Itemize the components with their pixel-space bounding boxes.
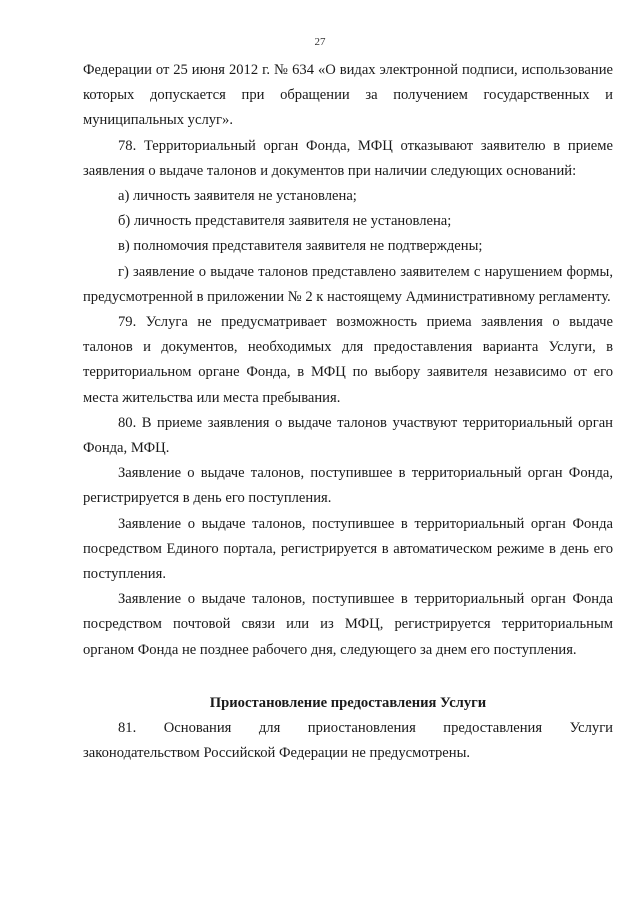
page-number: 27 [314, 36, 326, 48]
list-item-78b: б) личность представителя заявителя не установлена; [118, 213, 452, 230]
paragraph-81-line2: законодательством Российской Федерации не предусмотрены. [83, 745, 471, 762]
list-item-78d: г) заявление о выдаче талонов представлено заявителем с нарушением формы, предусмотренной в приложении № 2 к настоящему Административному регламенту. [83, 263, 613, 305]
document-body [83, 58, 613, 766]
paragraph-80-registration: Заявление о выдаче талонов, поступившее в территориальный орган Фонда, регистрируется в день его поступления. [83, 465, 613, 507]
list-item-78c: в) полномочия представителя заявителя не подтверждены; [118, 238, 483, 255]
paragraph-79: 79. Услуга не предусматривает возможность приема заявления о выдаче талонов и документов, необходимых для предоставления варианта Услуги, в территориальном органе Фонда, в МФЦ по выбору заявителя независимо от его места жительства или места пребывания. [83, 314, 613, 406]
paragraph-80-mail: Заявление о выдаче талонов, поступившее в территориальный орган Фонда посредством почтовой связи или из МФЦ, регистрируется территориальным органом Фонда не позднее рабочего дня, следующего за днем его поступления. [83, 591, 613, 658]
paragraph-81-line1: 81. Основания для приостановления предоставления Услуги [118, 720, 613, 737]
paragraph-80-portal: Заявление о выдаче талонов, поступившее в территориальный орган Фонда посредством Единого портала, регистрируется в автоматическом режиме в день его поступления. [83, 515, 613, 583]
list-item-78a: а) личность заявителя не установлена; [118, 188, 357, 205]
paragraph-continuation: Федерации от 25 июня 2012 г. № 634 «О видах электронной подписи, использование которых допускается при обращении за получением государственных и муниципальных услуг». [83, 62, 613, 129]
paragraph-80: 80. В приеме заявления о выдаче талонов участвуют территориальный орган Фонда, МФЦ. [83, 414, 613, 457]
section-heading: Приостановление предоставления Услуги [209, 694, 487, 711]
paragraph-78: 78. Территориальный орган Фонда, МФЦ отказывают заявителю в приеме заявления о выдаче талонов и документов при наличии следующих оснований: [83, 137, 613, 179]
